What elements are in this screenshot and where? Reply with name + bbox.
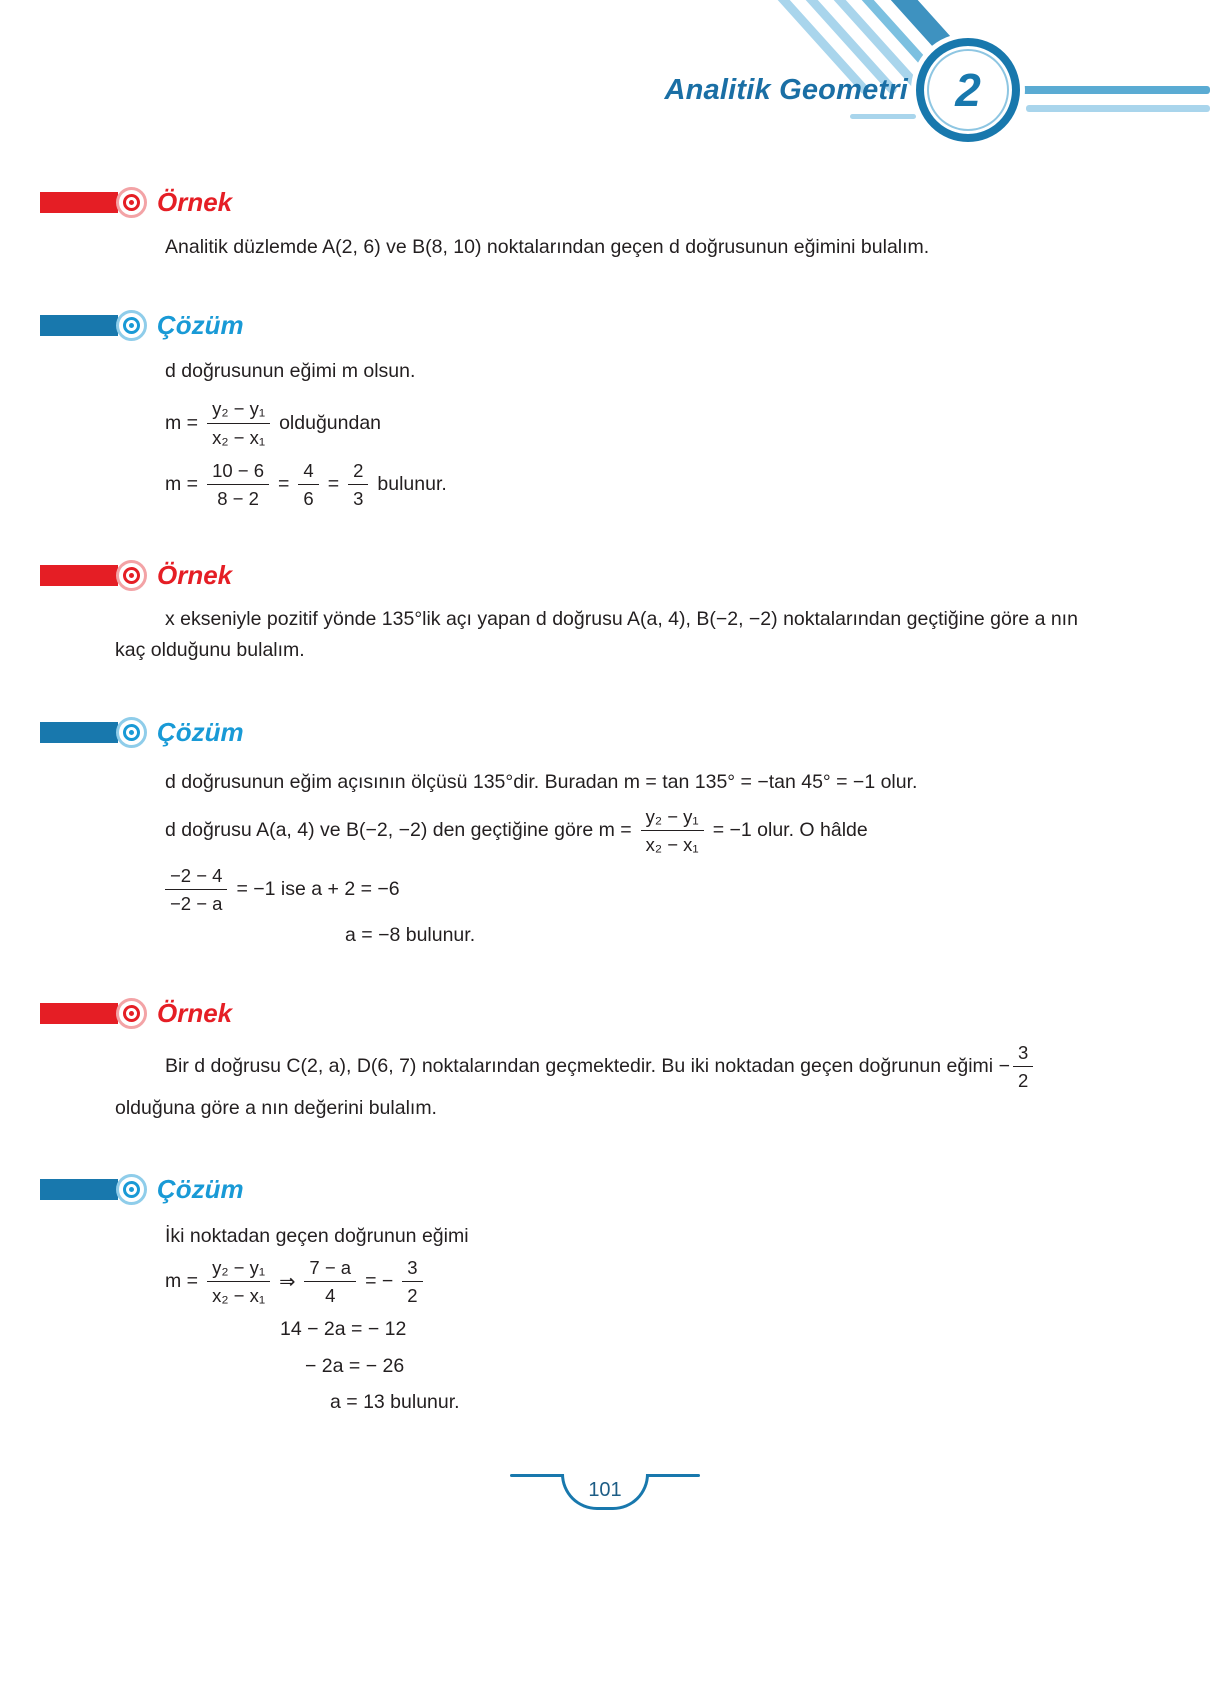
fraction-numerator: y₂ − y₁ — [207, 397, 270, 423]
fraction-numerator: 3 — [402, 1256, 422, 1282]
bullseye-icon — [116, 717, 147, 748]
banner-bar — [40, 722, 118, 743]
fraction-denominator: 6 — [303, 487, 314, 509]
bullseye-ring — [123, 724, 140, 741]
bullseye-icon — [116, 1174, 147, 1205]
cozum3-line1: İki noktadan geçen doğrunun eğimi — [165, 1224, 469, 1247]
fraction — [207, 397, 270, 448]
ornek3-text-before: Bir d doğrusu C(2, a), D(6, 7) noktalarından geçmektedir. Bu iki noktadan geçen doğrunun eğimi — [165, 1055, 994, 1078]
fraction — [304, 1256, 356, 1307]
bullseye-dot — [129, 323, 134, 328]
bullseye-dot — [129, 200, 134, 205]
inline-fraction — [999, 1041, 1034, 1092]
fraction-denominator: x₂ − x₁ — [212, 426, 266, 448]
bullseye-icon — [116, 310, 147, 341]
cozum3-step2: − 2a = − 26 — [305, 1354, 405, 1377]
implies-arrow-icon: ⇒ — [279, 1270, 296, 1293]
fraction-denominator: 2 — [407, 1285, 418, 1307]
equation-tail: = −1 olur. O hâlde — [712, 818, 868, 841]
ornek1-text: Analitik düzlemde A(2, 6) ve B(8, 10) noktalarından geçen d doğrusunun eğimini bulalım. — [165, 236, 930, 258]
bullseye-ring — [123, 567, 140, 584]
fraction-numerator: 7 − a — [304, 1256, 356, 1282]
page-number: 101 — [588, 1479, 622, 1501]
bullseye-dot — [129, 573, 134, 578]
bullseye-dot — [129, 1011, 134, 1016]
cozum3-banner — [40, 1174, 1210, 1206]
equation-tail: olduğundan — [279, 411, 382, 434]
fraction-denominator: 3 — [353, 487, 364, 509]
banner-bar — [40, 192, 118, 213]
fraction-numerator: 4 — [298, 459, 318, 485]
fraction — [641, 805, 704, 856]
bullseye-ring — [123, 1181, 140, 1198]
page-footer — [510, 1474, 700, 1516]
fraction-denominator: 8 − 2 — [217, 487, 259, 509]
cozum1-line1: d doğrusunun eğimi m olsun. — [165, 360, 416, 383]
cozum2-line1: d doğrusunun eğim açısının ölçüsü 135°dir. Buradan m = tan 135° = −tan 45° = −1 olur. — [165, 771, 918, 794]
cozum2-equation1 — [165, 805, 1210, 856]
fraction-numerator: y₂ − y₁ — [641, 805, 704, 831]
equation-tail: = −1 ise a + 2 = −6 — [236, 877, 400, 900]
fraction-denominator: x₂ − x₁ — [212, 1285, 266, 1307]
cozum-label: Çözüm — [157, 716, 244, 747]
cozum1-equation2 — [165, 459, 1210, 510]
cozum2-equation2 — [165, 864, 1210, 915]
ornek-label: Örnek — [157, 560, 233, 591]
banner-bar — [40, 1179, 118, 1200]
bullseye-dot — [129, 730, 134, 735]
fraction — [298, 459, 318, 510]
fraction-denominator: x₂ − x₁ — [645, 833, 699, 855]
cozum1-equation1 — [165, 397, 1210, 448]
banner-bar — [40, 565, 118, 586]
equals-sign: = — [278, 472, 290, 495]
cozum3-step1: 14 − 2a = − 12 — [280, 1318, 407, 1341]
ornek3-text-after: olduğuna göre a nın değerini bulalım. — [115, 1096, 437, 1119]
cozum2-banner — [40, 716, 1210, 748]
fraction — [1013, 1041, 1033, 1092]
equals-sign: = — [327, 472, 340, 495]
bullseye-icon — [116, 998, 147, 1029]
fraction-numerator: y₂ − y₁ — [207, 1256, 270, 1282]
ornek3-text — [0, 1041, 1210, 1123]
fraction-denominator: −2 − a — [170, 892, 223, 914]
ornek-label: Örnek — [157, 997, 233, 1028]
fraction — [348, 459, 368, 510]
minus-sign: − — [998, 1055, 1010, 1078]
equals-sign: = − — [365, 1270, 394, 1293]
cozum3-result: a = 13 bulunur. — [330, 1390, 460, 1413]
fraction-denominator: 2 — [1017, 1070, 1029, 1092]
chapter-number: 2 — [955, 64, 981, 116]
cozum-label: Çözüm — [157, 1174, 244, 1205]
ornek1-banner — [40, 186, 1210, 218]
bullseye-ring — [123, 194, 140, 211]
fraction-numerator: 2 — [348, 459, 368, 485]
cozum-label: Çözüm — [157, 309, 244, 340]
bullseye-ring — [123, 1005, 140, 1022]
cozum3-equation1 — [165, 1256, 1210, 1307]
fraction-numerator: −2 − 4 — [165, 864, 227, 890]
cozum1-banner — [40, 309, 1210, 341]
bullseye-icon — [116, 187, 147, 218]
fraction — [402, 1256, 422, 1307]
bullseye-ring — [123, 317, 140, 334]
equation-lhs: m = — [165, 472, 199, 495]
fraction-denominator: 4 — [325, 1285, 336, 1307]
page-number-badge — [561, 1474, 649, 1510]
bullseye-dot — [129, 1187, 134, 1192]
equation-lhs: d doğrusu A(a, 4) ve B(−2, −2) den geçtiğine göre m = — [165, 818, 632, 841]
fraction — [207, 1256, 270, 1307]
chapter-title: Analitik Geometri — [664, 74, 908, 106]
ornek-label: Örnek — [157, 186, 233, 217]
cozum2-result: a = −8 bulunur. — [345, 924, 476, 947]
bullseye-icon — [116, 560, 147, 591]
fraction-numerator: 10 − 6 — [207, 459, 269, 485]
fraction — [207, 459, 269, 510]
ornek3-banner — [40, 997, 1210, 1029]
fraction — [165, 864, 227, 915]
banner-bar — [40, 1003, 118, 1024]
banner-bar — [40, 315, 118, 336]
equation-lhs: m = — [165, 411, 199, 434]
fraction-numerator: 3 — [1013, 1041, 1033, 1067]
ornek2-text: x ekseniyle pozitif yönde 135°lik açı yapan d doğrusu A(a, 4), B(−2, −2) noktalarından geçtiğine göre a nın kaç olduğunu bulalım. — [115, 607, 1078, 662]
equation-lhs: m = — [165, 1270, 199, 1293]
ornek2-banner — [40, 560, 1210, 592]
equation-tail: bulunur. — [377, 472, 447, 495]
